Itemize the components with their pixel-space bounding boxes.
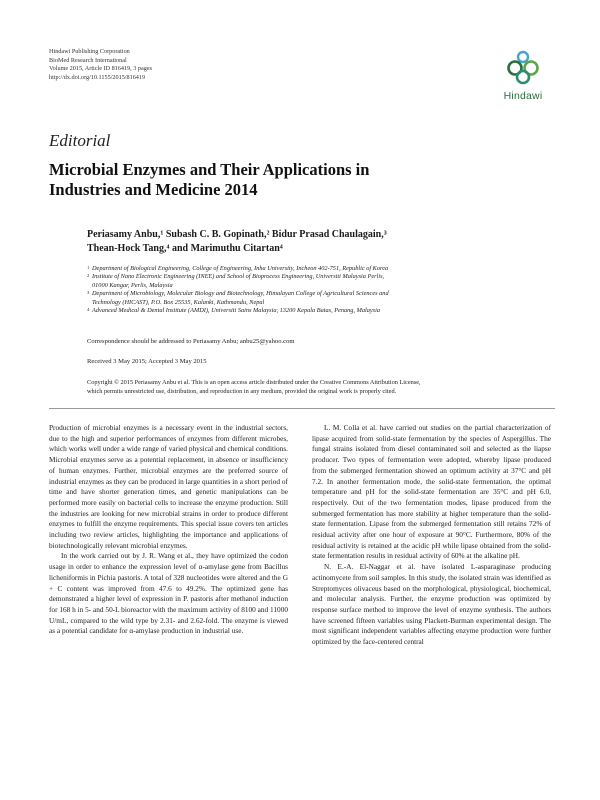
article-title [49,160,519,200]
correspondence-line: Correspondence should be addressed to Periasamy Anbu; anbu25@yahoo.com [87,338,295,345]
affiliation [87,307,557,315]
affiliation-list [87,265,557,315]
author-list [87,228,557,256]
divider [49,408,555,409]
journal-name: BioMed Research International [49,56,127,64]
affiliation-number: 4 [87,307,90,313]
publisher-name: Hindawi Publishing Corporation [49,48,130,55]
doi-link[interactable]: http://dx.doi.org/10.1155/2015/816419 [49,73,146,81]
affiliation-text: Department of Biological Engineering, College of Engineering, Inha University, Incheon 402-751, Republic of Korea [92,265,389,272]
affiliation-continuation: Technology (HICAST), P.O. Box 25535, Kalanki, Kathmandu, Nepal [92,298,265,306]
journal-header [49,48,152,82]
hindawi-logo-icon [492,50,554,90]
copyright-line: which permits unrestricted use, distribution, and reproduction in any medium, provided the original work is properly cited. [87,388,397,395]
body-paragraph: In the work carried out by J. R. Wang et al., they have optimized the codon usage in order to enhance the expression level of α-amylase gene from Bacillus licheniformis in Pichia pastoris. A total of 328 nucleotides were altered and the G + C content was improved from 47.6 to 49.2%. The optimized gene has demonstrated a higher level of expression in P. pastoris after methanol induction for 168 h in 5- and 50-L bioreactor with the maximum activity of 8100 and 11000 U/mL, compared to the wild type by 2.31- and 2.62-fold. The enzyme is viewed as a potential candidate for α-amylase production in industrial use. [49,551,288,636]
affiliation [87,273,557,290]
title-line: Industries and Medicine 2014 [49,180,258,199]
body-column-right [312,423,551,648]
copyright-line: Copyright © 2015 Periasamy Anbu et al. This is an open access article distributed under the Creative Commons Attribution License, [87,379,421,386]
body-paragraph: N. E.-A. El-Naggar et al. have isolated L-asparaginase producing actinomycete from soil samples. In this study, the isolated strain was identified as Streptomyces olivaceus based on the morphological, physiological, biochemical, and molecular analysis. Further, the enzyme production was optimized by response surface method to improve the level of enzyme synthesis. The authors have screened fifteen variables using Plackett-Burman experimental design. The most significant independent variables affecting enzyme production were further optimized by the face-centered central [312,562,551,647]
body-paragraph: Production of microbial enzymes is a necessary event in the industrial sectors, due to the high and superior performances of enzymes from different microbes, which works well under a wide range of varied physical and chemical conditions. Microbial enzymes serve as a potential replacement, in absence or insufficiency of human enzymes. Further, microbial enzymes are the preferred source of industrial enzymes as they can be produced in large quantities in a short period of time and have shorter generation times, and genetic manipulations can be performed more easily on bacterial cells to increase the enzyme production. Still the industries are looking for new microbial strains in order to produce different enzymes to fulfill the enzyme requirements. This special issue covers ten articles including two review articles, highlighting the importance and applications of biotechnologically relevant microbial enzymes. [49,423,288,550]
section-label: Editorial [49,131,111,150]
body-paragraph: L. M. Colla et al. have carried out studies on the partial characterization of lipase acquired from solid-state fermentation by the species of Aspergillus. The fungal strains isolated from diesel contaminated soil and selected as the liapse producer. Two types of fermentation were adopted, whereby lipase produced from the submerged fermentation showed an optimum activity at 37°C and pH 7.2. In another fermentation mode, the solid-state fermentation, the optimal temperature and pH for the solid-state fermentation are 35°C and pH 6.0, respectively. Out of the two fermentation modes, lipase produced from the submerged fermentation has more stability at higher temperature than the solid-state fermentation. Lipase from the submerged fermentation still retains 72% of residual activity after one hour of exposure at 90°C. Furthermore, 80% of the residual activity is retained at the acidic pH while lipase obtained from the solid-state fermentation results in residual activity of 60% at the alkaline pH. [312,423,551,561]
affiliation-continuation: 01000 Kangar, Perlis, Malaysia [92,281,173,289]
logo-wordmark: Hindawi [503,90,543,102]
author-line: Periasamy Anbu,¹ Subash C. B. Gopinath,² Bidur Prasad Chaulagain,³ [87,229,387,240]
affiliation [87,265,557,273]
dates-line: Received 3 May 2015; Accepted 3 May 2015 [87,358,207,365]
author-line: Thean-Hock Tang,⁴ and Marimuthu Citartan⁴ [87,243,283,254]
affiliation [87,290,557,307]
affiliation-text: Advanced Medical & Dental Institute (AMDI), Universiti Sains Malaysia, 13200 Kepala Batas, Penang, Malaysia [92,307,381,315]
body-column-left [49,423,288,637]
volume-info: Volume 2015, Article ID 816419, 3 pages [49,65,152,73]
affiliation-number: 3 [87,290,90,296]
affiliation-text: Department of Microbiology, Molecular Biology and Biotechnology, Himalayan College of Agricultural Sciences and [92,290,389,298]
affiliation-number: 1 [87,265,90,270]
affiliation-number: 2 [87,273,90,279]
affiliation-text: Institute of Nano Electronic Engineering (INEE) and School of Bioprocess Engineering, Universiti Malaysia Perlis, [92,273,385,281]
title-line: Microbial Enzymes and Their Applications in [49,160,370,179]
copyright-notice [87,378,557,396]
hindawi-logo [492,50,554,106]
